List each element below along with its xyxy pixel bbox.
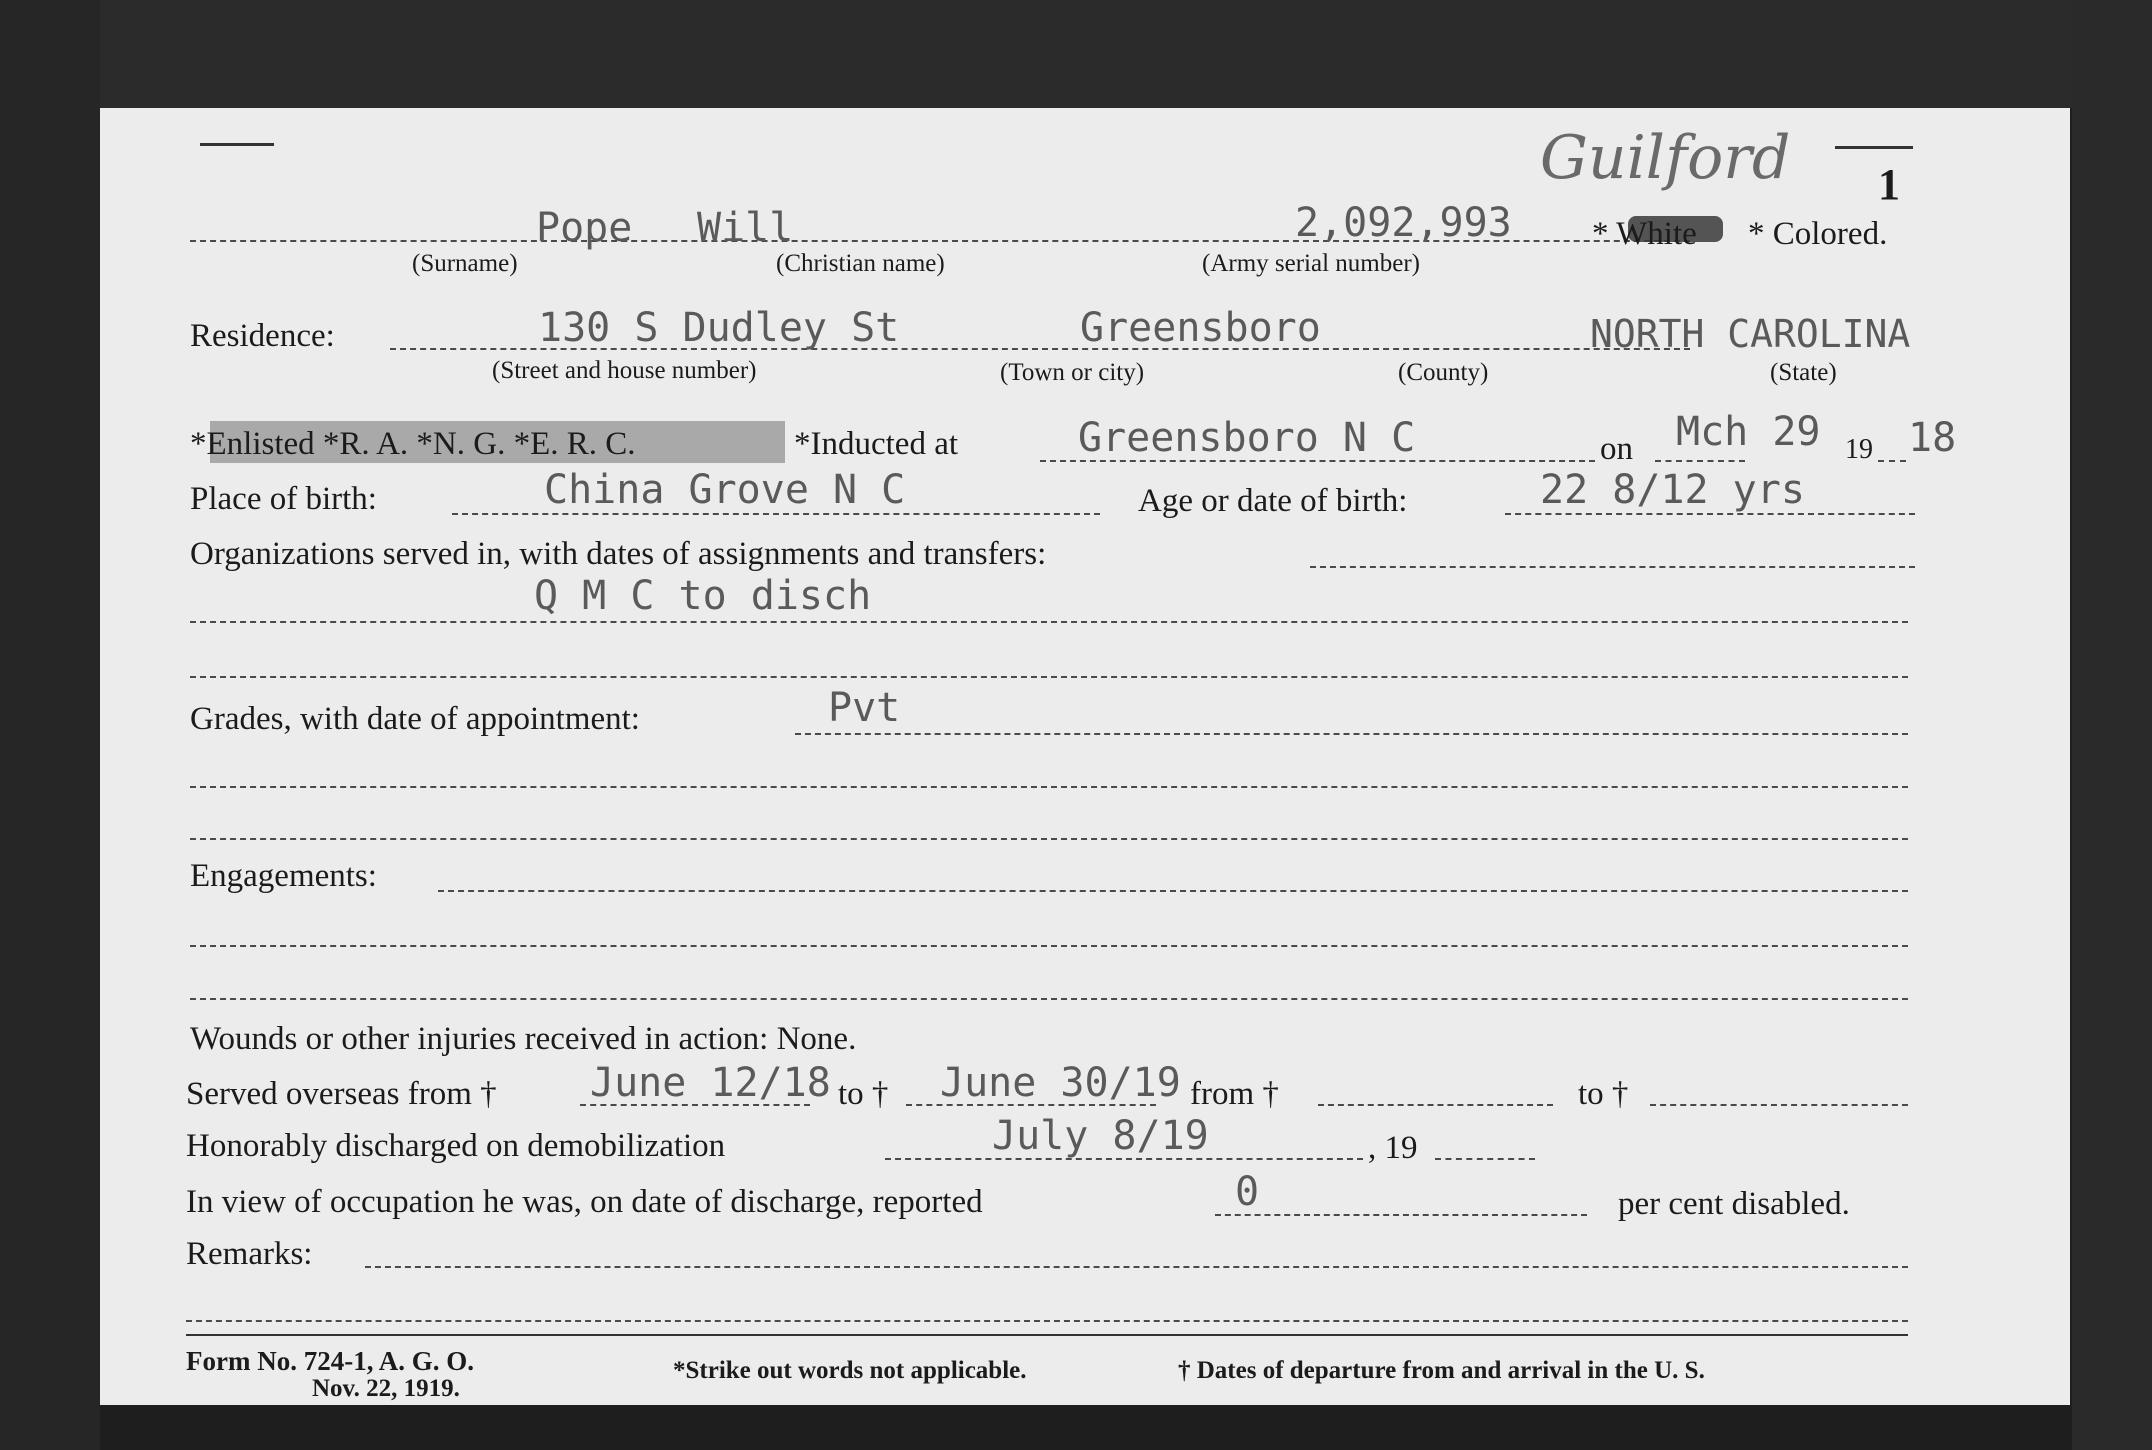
- discharge-label: Honorably discharged on demobilization: [186, 1128, 726, 1164]
- induction-date-value: Mch 29: [1676, 409, 1821, 455]
- inducted-place-value: Greensboro N C: [1078, 415, 1416, 461]
- card-number: 1: [1878, 160, 1900, 209]
- grades-value: Pvt: [828, 685, 901, 731]
- engagements-line-2: [190, 945, 1908, 947]
- serial-number-value: 2,092,993: [1295, 200, 1512, 246]
- wounds-label: Wounds or other injuries received in action: None.: [190, 1021, 857, 1057]
- grades-line-3: [190, 838, 1908, 840]
- county-caption: (County): [1398, 359, 1489, 386]
- scan-backdrop-right: [2072, 0, 2152, 1450]
- overseas-from-value: June 12/18: [590, 1060, 831, 1106]
- discharge-date-value: July 8/19: [992, 1113, 1209, 1159]
- discharge-year-suffix: , 19: [1368, 1130, 1418, 1166]
- colored-label: * Colored.: [1748, 216, 1888, 252]
- overseas-to-label: to †: [838, 1076, 889, 1112]
- second-to-label: to †: [1578, 1076, 1629, 1112]
- discharge-year-line: [1435, 1158, 1535, 1160]
- grades-label: Grades, with date of appointment:: [190, 701, 640, 737]
- on-label: on: [1600, 431, 1633, 467]
- street-value: 130 S Dudley St: [538, 305, 900, 351]
- header-rule-left: [200, 143, 274, 146]
- serial-number-caption: (Army serial number): [1202, 250, 1420, 277]
- town-caption: (Town or city): [1000, 359, 1145, 386]
- disability-value: 0: [1235, 1169, 1260, 1215]
- header-rule-right: [1835, 146, 1913, 149]
- disability-line: [1215, 1214, 1587, 1216]
- place-of-birth-label: Place of birth:: [190, 481, 377, 517]
- residence-label: Residence:: [190, 318, 335, 354]
- second-from-line: [1318, 1104, 1553, 1106]
- state-value: NORTH CAROLINA: [1590, 312, 1911, 356]
- remarks-line-1: [365, 1266, 1908, 1268]
- engagements-line-3: [190, 998, 1908, 1000]
- form-number: Form No. 724-1, A. G. O.: [186, 1346, 474, 1376]
- age-value: 22 8/12 yrs: [1540, 467, 1805, 513]
- engagements-label: Engagements:: [190, 858, 377, 894]
- state-caption: (State): [1770, 359, 1837, 386]
- place-of-birth-line: [452, 513, 1100, 515]
- grades-line-2: [190, 786, 1908, 788]
- organizations-line-2: [190, 621, 1908, 623]
- second-from-label: from †: [1190, 1076, 1279, 1112]
- overseas-from-label: Served overseas from †: [186, 1076, 497, 1112]
- christian-name-value: Will: [697, 205, 794, 251]
- inducted-at-label: *Inducted at: [794, 426, 959, 462]
- surname-value: Pope: [536, 205, 633, 251]
- age-line: [1505, 513, 1915, 515]
- enlistment-options: *Enlisted *R. A. *N. G. *E. R. C.: [190, 426, 636, 462]
- christian-name-caption: (Christian name): [776, 250, 945, 277]
- induction-year-value: 18: [1908, 415, 1957, 461]
- organizations-line-3: [190, 676, 1908, 678]
- dates-note: † Dates of departure from and arrival in the U. S.: [1178, 1357, 1705, 1384]
- form-date: Nov. 22, 1919.: [312, 1375, 460, 1402]
- grades-line-1: [795, 733, 1908, 735]
- induction-date-line: [1655, 460, 1745, 462]
- white-label: * White: [1592, 216, 1697, 252]
- service-record-card: [100, 108, 2070, 1405]
- engagements-line-1: [438, 890, 1908, 892]
- organizations-label: Organizations served in, with dates of assignments and transfers:: [190, 536, 1047, 572]
- town-value: Greensboro: [1080, 305, 1321, 351]
- remarks-label: Remarks:: [186, 1236, 313, 1272]
- occupation-label: In view of occupation he was, on date of discharge, reported: [186, 1184, 983, 1220]
- scan-backdrop-top: [0, 0, 2152, 108]
- organizations-line-1: [1310, 566, 1915, 568]
- induction-year-prefix: 19: [1845, 434, 1873, 465]
- county-handwritten-note: Guilford: [1540, 123, 1791, 193]
- second-to-line: [1650, 1104, 1908, 1106]
- organizations-value: Q M C to disch: [534, 573, 872, 619]
- scan-backdrop-left: [0, 0, 100, 1450]
- strike-out-note: *Strike out words not applicable.: [673, 1357, 1027, 1384]
- overseas-to-value: June 30/19: [940, 1060, 1181, 1106]
- disability-suffix: per cent disabled.: [1618, 1186, 1850, 1222]
- remarks-line-2: [186, 1320, 1908, 1322]
- age-label: Age or date of birth:: [1138, 483, 1408, 519]
- street-caption: (Street and house number): [492, 357, 757, 384]
- induction-year-line: [1878, 460, 1906, 462]
- place-of-birth-value: China Grove N C: [544, 467, 906, 513]
- surname-caption: (Surname): [412, 250, 518, 277]
- footer-rule: [186, 1334, 1908, 1336]
